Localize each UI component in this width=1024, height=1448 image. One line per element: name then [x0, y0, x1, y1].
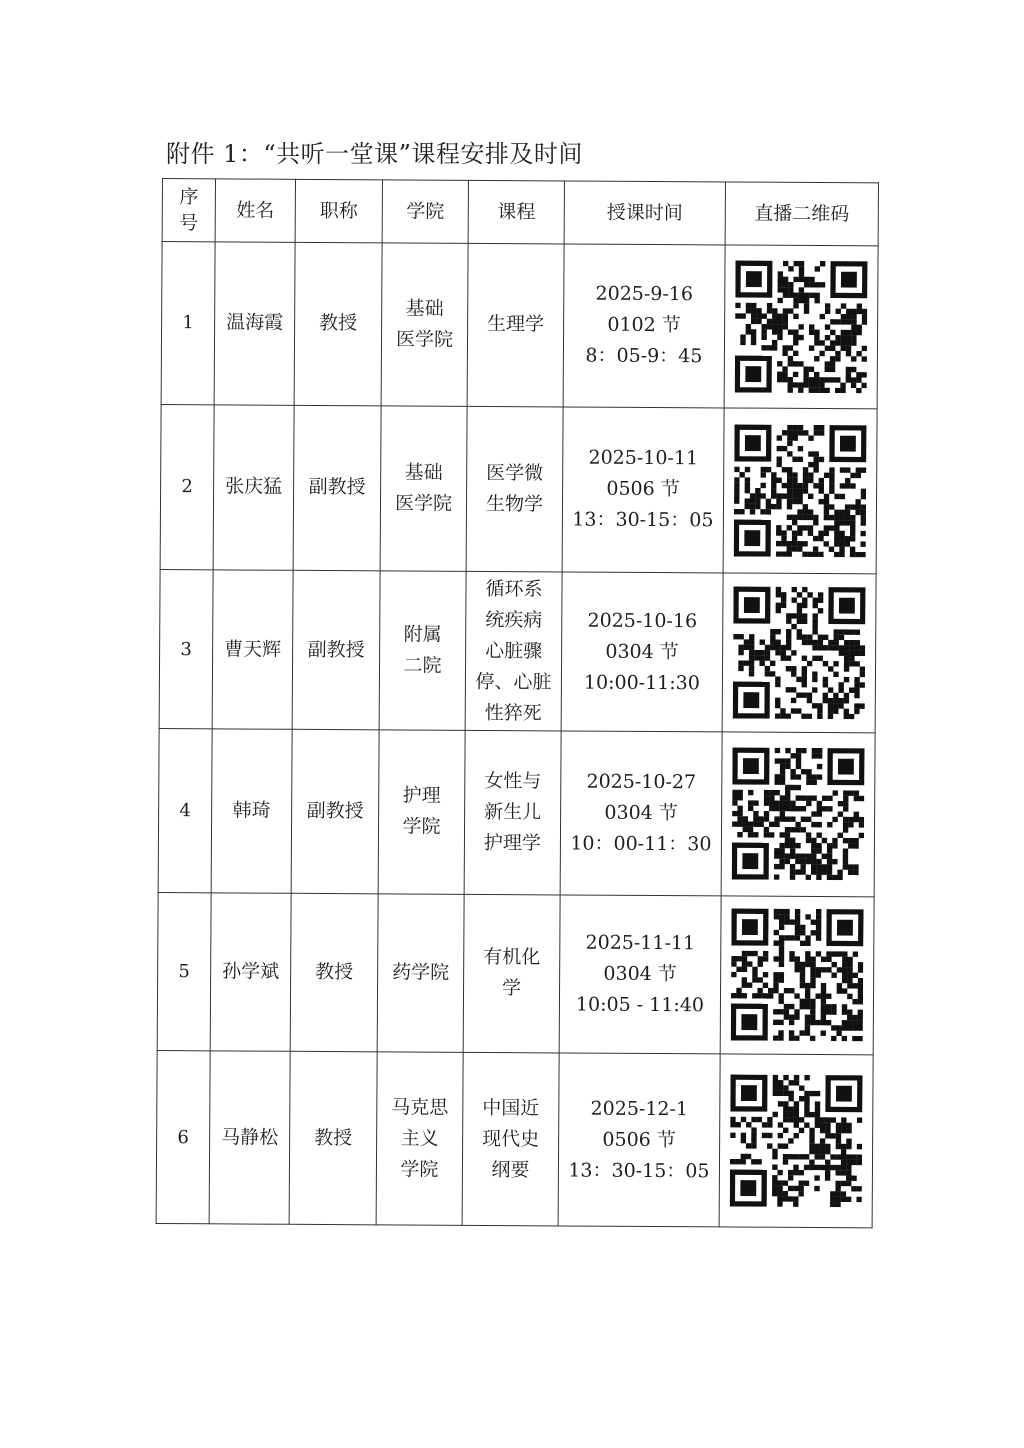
row-time	[558, 1053, 720, 1227]
qr-code-icon[interactable]	[735, 260, 868, 393]
header-course: 课程	[468, 180, 564, 244]
row-qr-cell	[723, 408, 877, 575]
row-date: 2025-9-16	[595, 282, 694, 306]
row-college: 基础 医学院	[380, 405, 467, 571]
row-hours: 10:05 - 11:40	[575, 993, 705, 1017]
row-seq: 4	[158, 728, 212, 892]
qr-code-icon[interactable]	[732, 748, 865, 881]
row-date: 2025-11-11	[585, 931, 696, 955]
header-seq: 序 号	[162, 179, 215, 242]
row-college: 基础 医学院	[381, 243, 468, 406]
row-rank: 副教授	[291, 729, 379, 893]
row-period: 0304 节	[604, 801, 678, 824]
row-period: 0304 节	[603, 962, 677, 986]
row-hours: 10:00-11:30	[583, 671, 700, 694]
row-rank: 教授	[294, 242, 382, 405]
qr-code-icon[interactable]	[733, 587, 866, 720]
row-date: 2025-10-11	[588, 447, 699, 470]
header-rank: 职称	[295, 179, 382, 243]
row-course: 循环系 统疾病 心脏骤 停、心脏 性猝死	[465, 572, 562, 731]
table-row	[161, 242, 878, 409]
row-time	[559, 895, 721, 1055]
row-rank: 教授	[290, 893, 378, 1052]
row-seq: 5	[157, 892, 211, 1051]
table-row	[156, 1051, 873, 1228]
qr-code-icon[interactable]	[734, 424, 867, 557]
row-name: 韩琦	[211, 729, 292, 893]
row-date: 2025-10-27	[586, 770, 697, 794]
row-rank: 副教授	[292, 571, 380, 730]
row-time	[560, 731, 722, 896]
row-name: 马静松	[209, 1051, 290, 1224]
row-qr-cell	[720, 896, 874, 1056]
row-rank: 教授	[289, 1052, 377, 1225]
row-date: 2025-12-1	[590, 1097, 689, 1120]
table-row	[157, 892, 874, 1055]
row-name: 张庆猛	[213, 404, 294, 570]
row-time	[561, 572, 723, 732]
row-period: 0102 节	[607, 314, 681, 337]
table-row	[159, 570, 876, 733]
document-title: 附件 1：“共听一堂课”课程安排及时间	[166, 140, 583, 168]
qr-code-icon[interactable]	[731, 909, 864, 1042]
row-hours: 13：30-15：05	[568, 1159, 710, 1182]
row-seq: 3	[159, 570, 213, 729]
row-college: 马克思 主义 学院	[376, 1052, 463, 1225]
row-course: 有机化 学	[463, 894, 560, 1053]
row-course: 医学微 生物学	[466, 406, 563, 572]
row-seq: 1	[161, 242, 215, 405]
course-schedule-table	[156, 178, 879, 1228]
table-row	[160, 404, 877, 574]
row-college: 护理 学院	[378, 730, 465, 894]
row-time	[563, 244, 725, 408]
header-name: 姓名	[215, 179, 295, 242]
row-qr-cell	[719, 1054, 873, 1228]
row-course: 女性与 新生儿 护理学	[464, 730, 561, 894]
table-row	[158, 728, 875, 896]
qr-code-icon[interactable]	[730, 1075, 863, 1208]
row-hours: 8：05-9：45	[585, 344, 703, 368]
row-period: 0304 节	[605, 640, 679, 663]
row-name: 曹天辉	[212, 570, 293, 729]
row-hours: 10：00-11：30	[570, 832, 712, 856]
row-period: 0506 节	[606, 478, 680, 501]
row-seq: 2	[160, 404, 214, 570]
row-rank: 副教授	[293, 405, 381, 571]
header-qr: 直播二维码	[725, 182, 878, 246]
header-time: 授课时间	[564, 181, 725, 245]
row-course: 生理学	[467, 243, 564, 406]
row-hours: 13：30-15：05	[572, 508, 714, 532]
row-seq: 6	[156, 1051, 210, 1224]
row-name: 温海霞	[214, 242, 295, 405]
row-college: 附属 二院	[379, 571, 466, 730]
row-period: 0506 节	[602, 1128, 676, 1151]
row-college: 药学院	[377, 893, 464, 1052]
row-date: 2025-10-16	[587, 609, 698, 632]
table-header-row	[162, 179, 878, 246]
row-qr-cell	[724, 245, 878, 409]
row-course: 中国近 现代史 纲要	[462, 1053, 559, 1226]
header-college: 学院	[382, 180, 468, 244]
row-name: 孙学斌	[210, 892, 291, 1051]
row-qr-cell	[722, 573, 876, 733]
row-time	[562, 407, 724, 574]
row-qr-cell	[721, 732, 875, 897]
